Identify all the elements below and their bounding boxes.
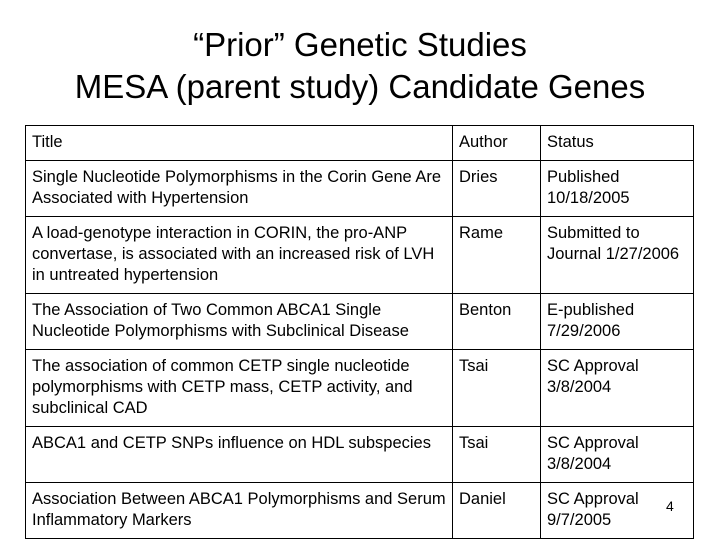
study-author: Daniel — [453, 483, 541, 539]
table-row — [26, 427, 694, 483]
study-title: Association Between ABCA1 Polymorphisms and Serum Inflammatory Markers — [26, 483, 453, 539]
study-status: SC Approval 3/8/2004 — [541, 350, 694, 427]
study-author: Tsai — [453, 350, 541, 427]
table-row — [26, 483, 694, 539]
study-status: SC Approval 3/8/2004 — [541, 427, 694, 483]
table-row — [26, 294, 694, 350]
study-author: Tsai — [453, 427, 541, 483]
slide-title — [0, 24, 720, 108]
page-number: 4 — [666, 498, 674, 514]
study-author: Benton — [453, 294, 541, 350]
study-title: The Association of Two Common ABCA1 Single Nucleotide Polymorphisms with Subclinical Disease — [26, 294, 453, 350]
study-title: ABCA1 and CETP SNPs influence on HDL subspecies — [26, 427, 453, 483]
study-status: E-published 7/29/2006 — [541, 294, 694, 350]
slide-title-line-1: “Prior” Genetic Studies — [193, 26, 527, 63]
header-author: Author — [453, 126, 541, 161]
header-title: Title — [26, 126, 453, 161]
study-status: Published 10/18/2005 — [541, 161, 694, 217]
study-title: Single Nucleotide Polymorphisms in the Corin Gene Are Associated with Hypertension — [26, 161, 453, 217]
table-header-row — [26, 126, 694, 161]
candidate-genes-table — [25, 125, 694, 539]
study-title: A load-genotype interaction in CORIN, the pro-ANP convertase, is associated with an increased risk of LVH in untreated hypertension — [26, 217, 453, 294]
study-status: Submitted to Journal 1/27/2006 — [541, 217, 694, 294]
table-row — [26, 350, 694, 427]
study-title: The association of common CETP single nucleotide polymorphisms with CETP mass, CETP activity, and subclinical CAD — [26, 350, 453, 427]
table-row — [26, 161, 694, 217]
study-author: Rame — [453, 217, 541, 294]
slide-title-line-2: MESA (parent study) Candidate Genes — [74, 68, 646, 105]
study-author: Dries — [453, 161, 541, 217]
study-status: SC Approval 9/7/2005 — [541, 483, 694, 539]
table-row — [26, 217, 694, 294]
header-status: Status — [541, 126, 694, 161]
